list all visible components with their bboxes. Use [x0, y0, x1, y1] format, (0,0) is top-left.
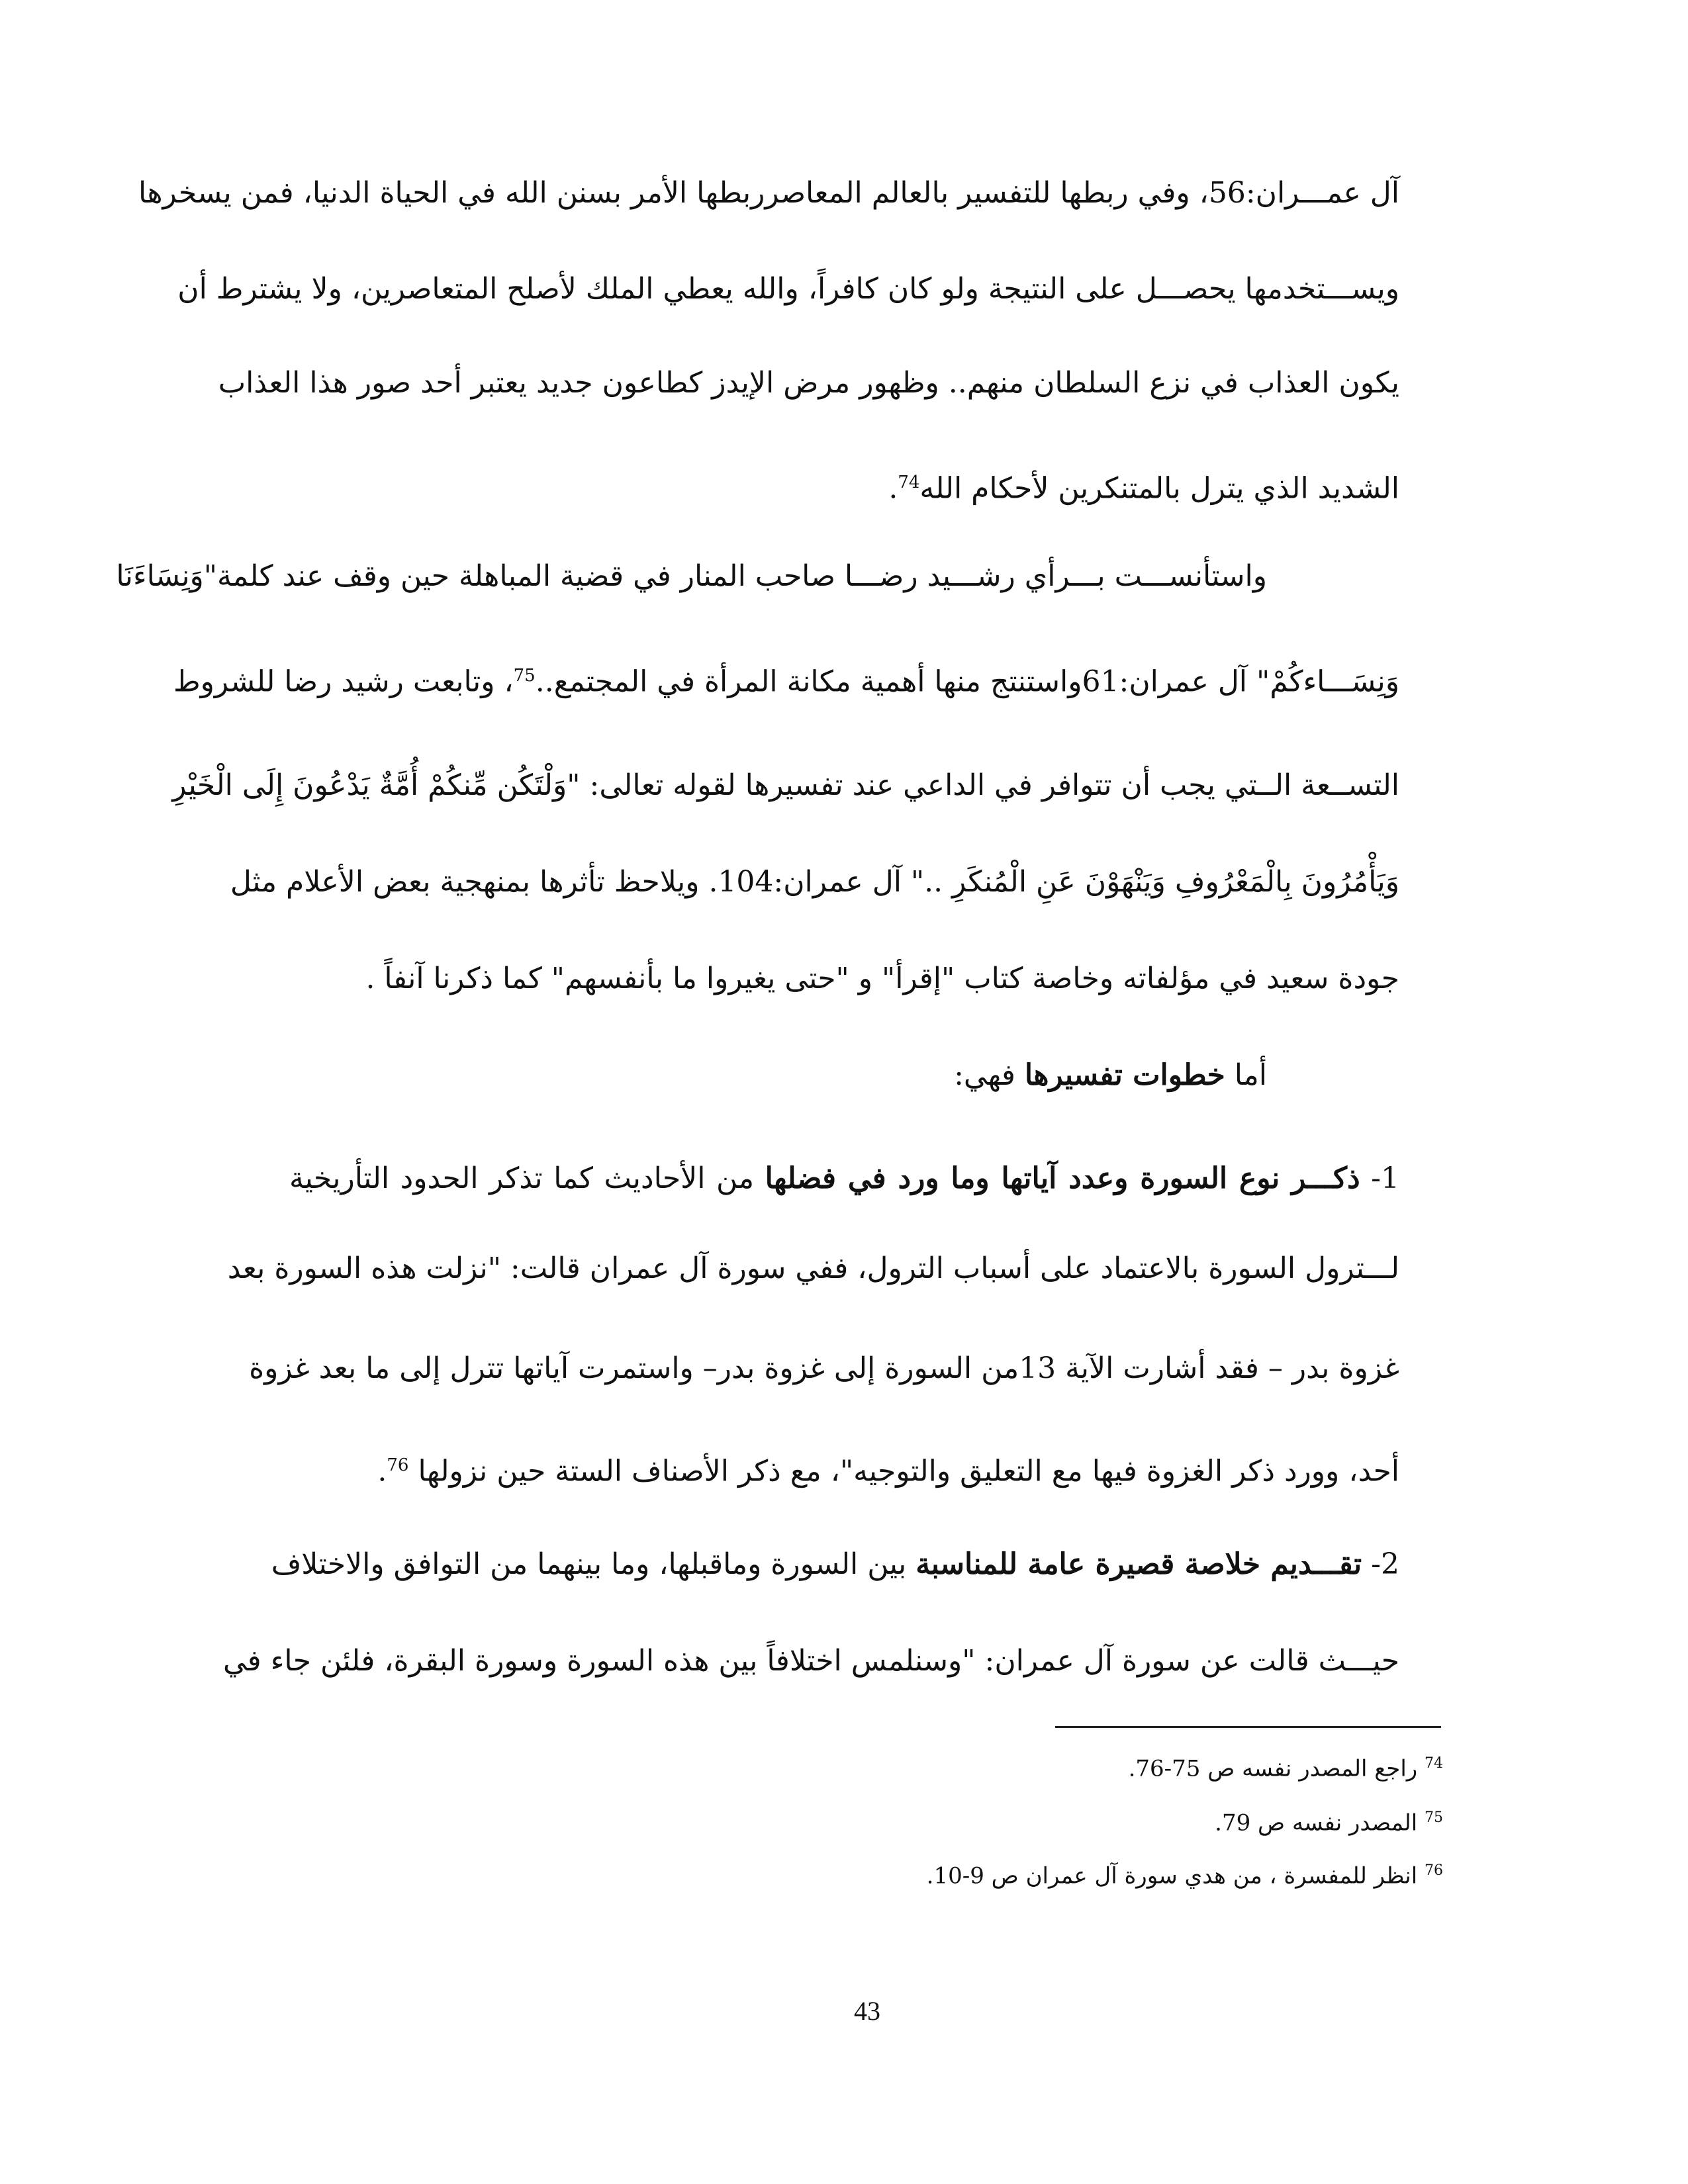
text-line	[173, 649, 1399, 702]
text-segment: آل عمـــران:56، وفي ربطها للتفسير بالعالم المعاصرربطها الأمر بسنن الله في الحياة الدنيا، فمن يسخرها	[138, 176, 1399, 210]
text-line	[218, 357, 1399, 410]
text-segment: أحد، وورد ذكر الغزوة فيها مع التعليق والتوجيه"، مع ذكر الأصناف الستة حين نزولها	[408, 1454, 1399, 1488]
text-line	[138, 167, 1399, 220]
text-segment: لـــترول السورة بالاعتماد على أسباب الترول، ففي سورة آل عمران قالت: "نزلت هذه السورة بعد	[227, 1251, 1399, 1285]
footnote-text: انظر للمفسرة ، من هدي سورة آل عمران ص 9-10.	[926, 1862, 1418, 1889]
text-segment: واستأنســـت بـــرأي رشـــيد رضـــا صاحب المنار في قضية المباهلة حين وقف عند كلمة"وَنِسَاءَنَا	[116, 559, 1267, 593]
footnote-reference: 76	[387, 1455, 409, 1475]
text-segment: الشديد الذي يترل بالمتنكرين لأحكام الله	[919, 471, 1399, 506]
text-segment: جودة سعيد في مؤلفاته وخاصة كتاب "إقرأ" و "حتى يغيروا ما بأنفسهم" كما ذكرنا آنفاً .	[365, 962, 1399, 995]
footnote-75	[794, 1801, 1443, 1839]
bold-heading-text: تقـــديم خلاصة قصيرة عامة للمناسبة	[915, 1547, 1362, 1581]
footnote-reference: 74	[898, 473, 920, 492]
text-segment: التســعة الــتي يجب أن تتوافر في الداعي عند تفسيرها لقوله تعالى: "وَلْتَكُن مِّنكُمْ أُمَّةٌ يَدْعُونَ إِلَى الْخَيْرِ	[172, 768, 1399, 802]
text-segment: بين السورة وماقبلها، وما بينهما من التوافق والاختلاف	[271, 1547, 916, 1581]
text-line	[289, 952, 1399, 1005]
text-segment: وَنِسَـــاءكُمْ" آل عمران:61واستنتج منها أهمية مكانة المرأة في المجتمع..	[535, 664, 1399, 699]
bold-heading-text: خطوات تفسيرها	[1024, 1058, 1225, 1092]
footnote-text: راجع المصدر نفسه ص 75-76.	[1128, 1755, 1418, 1782]
footnote-number: 76	[1425, 1862, 1443, 1879]
text-line	[116, 550, 1399, 603]
text-segment: فهي:	[954, 1058, 1025, 1092]
text-segment: غزوة بدر – فقد أشارت الآية 13من السورة إلى غزوة بدر– واستمرت آياتها تترل إلى ما بعد غزوة	[249, 1351, 1399, 1385]
text-segment: ، وتابعت رشيد رضا للشروط	[173, 664, 514, 699]
footnote-number: 75	[1425, 1809, 1443, 1826]
text-line	[289, 456, 1399, 509]
text-segment: .	[377, 1454, 387, 1488]
bold-heading-text: ذكـــر نوع السورة وعدد آياتها وما ورد في فضلها	[765, 1161, 1360, 1195]
text-line	[223, 1635, 1399, 1688]
footnote-76	[794, 1854, 1443, 1892]
footnote-text: المصدر نفسه ص 79.	[1215, 1809, 1418, 1837]
text-segment: ويســـتخدمها يحصـــل على النتيجة ولو كان كافراً، والله يعطي الملك لأصلح المتعاصرين، ولا يشترط أن	[177, 272, 1399, 306]
text-segment: .	[888, 471, 898, 506]
text-line	[289, 1049, 1399, 1102]
footnote-reference: 75	[513, 666, 536, 686]
footnote-separator	[1055, 1726, 1441, 1728]
text-line	[249, 1342, 1399, 1395]
text-segment: أما	[1225, 1058, 1267, 1092]
footnote-74	[794, 1747, 1443, 1785]
text-line	[177, 263, 1399, 316]
footnote-number: 74	[1425, 1755, 1443, 1772]
text-line	[289, 1439, 1399, 1492]
text-line	[172, 759, 1399, 812]
text-segment: حيـــث قالت عن سورة آل عمران: "وسنلمس اختلافاً بين هذه السورة وسورة البقرة، فلئن جاء في	[223, 1644, 1399, 1678]
text-segment: يكون العذاب في نزع السلطان منهم.. وظهور مرض الإيدز كطاعون جديد يعتبر أحد صور هذا العذاب	[218, 366, 1399, 400]
text-segment: 2-	[1362, 1547, 1399, 1581]
text-line	[271, 1538, 1399, 1591]
text-segment: 1-	[1360, 1161, 1399, 1195]
page-number: 43	[854, 1996, 880, 2026]
text-line	[230, 856, 1399, 909]
text-segment: من الأحاديث كما تذكر الحدود التأريخية	[289, 1161, 765, 1195]
text-line	[227, 1242, 1399, 1295]
text-line	[289, 1152, 1399, 1205]
text-segment: وَيَأْمُرُونَ بِالْمَعْرُوفِ وَيَنْهَوْنَ عَنِ الْمُنكَرِ .." آل عمران:104. ويلاحظ تأثرها بمنهجية بعض الأعلام مثل	[230, 865, 1399, 899]
